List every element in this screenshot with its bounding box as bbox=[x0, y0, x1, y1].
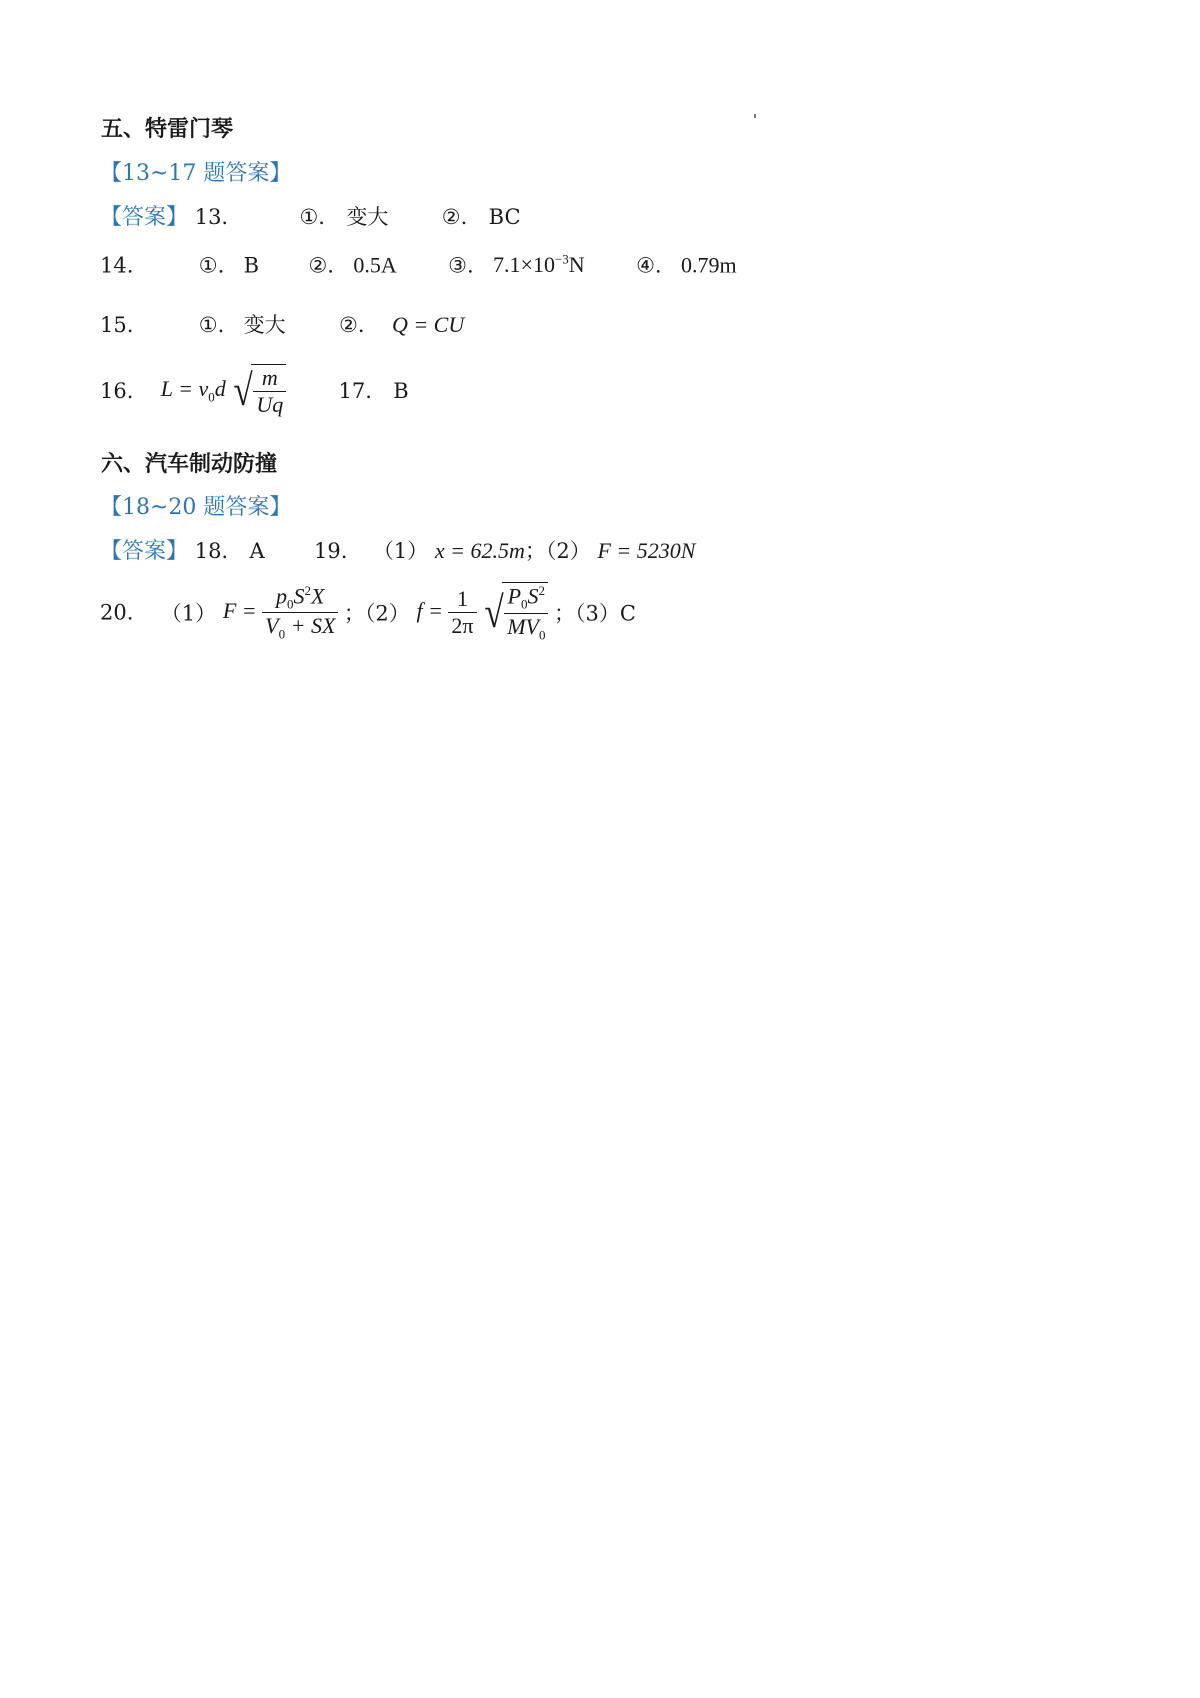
q18-19-row bbox=[100, 534, 695, 565]
q20-part1-formula: F = $\frac{p_0S^2X}{V_0 + SX}$ bbox=[223, 598, 344, 623]
q15-a1-mark: ①. bbox=[198, 313, 225, 337]
q14-a1: B bbox=[243, 253, 260, 278]
q13-row bbox=[100, 200, 521, 231]
section-5-heading: 五、特雷门琴 bbox=[101, 117, 234, 142]
q13-a1-mark: ①. bbox=[299, 205, 325, 229]
q14-a2: 0.5A bbox=[353, 252, 397, 278]
q20-separator-1: ； bbox=[343, 601, 365, 626]
q19-separator: ； bbox=[524, 539, 546, 563]
q14-a3-mark: ③. bbox=[448, 253, 474, 278]
q18-number: 18. bbox=[194, 539, 229, 563]
q15-a2: Q = CU bbox=[391, 312, 465, 337]
q13-a2-mark: ②. bbox=[441, 205, 468, 229]
q19-number: 19. bbox=[314, 539, 348, 563]
section-6-heading: 六、汽车制动防撞 bbox=[101, 452, 278, 477]
q14-a2-mark: ②. bbox=[308, 253, 334, 278]
q20-part2-formula: f = $\frac{1}{2\pi}$ √ $\frac{P_0S^2}{MV_0}$ bbox=[416, 598, 554, 623]
q16-number: 16. bbox=[100, 379, 134, 403]
answer-tag: 【答案】 bbox=[100, 539, 189, 564]
q15-row bbox=[100, 309, 464, 339]
q15-number: 15. bbox=[100, 313, 134, 337]
q15-a2-mark: ②. bbox=[339, 313, 365, 337]
q13-number: 13. bbox=[194, 205, 229, 229]
q15-a1: 变大 bbox=[243, 313, 286, 337]
q20-separator-2: ； bbox=[553, 601, 575, 626]
q17-answer: B bbox=[393, 379, 409, 403]
q19-part2-label: （2） bbox=[545, 539, 591, 563]
q19-part2-answer: F = 5230N bbox=[597, 538, 696, 563]
q19-part1-answer: x = 62.5m bbox=[434, 538, 525, 563]
q20-part3: （3）C bbox=[574, 601, 636, 626]
q14-a4-mark: ④. bbox=[636, 253, 662, 278]
q13-a1: 变大 bbox=[346, 205, 389, 229]
q20-row bbox=[100, 582, 636, 643]
q20-number: 20. bbox=[100, 600, 134, 625]
q13-a2: BC bbox=[488, 205, 521, 229]
q16-formula: $L = v_0d$ √ $\frac{m}{Uq}$ bbox=[161, 376, 292, 401]
q14-a1-mark: ①. bbox=[198, 253, 225, 278]
section-5-range-label: 【13~17 题答案】 bbox=[100, 161, 292, 186]
q19-part1-label: （1） bbox=[372, 539, 429, 563]
q16-row bbox=[100, 364, 409, 418]
q20-part2-label: （2） bbox=[364, 601, 410, 626]
q14-number: 14. bbox=[100, 253, 134, 278]
q14-row bbox=[100, 252, 737, 278]
q14-a3: $7.1\times 10^{-3}N$ bbox=[493, 252, 585, 278]
section-6-range-label: 【18~20 题答案】 bbox=[100, 495, 292, 520]
q17-number: 17. bbox=[338, 379, 372, 403]
q18-answer: A bbox=[249, 539, 265, 563]
answer-tag: 【答案】 bbox=[100, 205, 189, 230]
q14-a4: 0.79m bbox=[680, 252, 737, 278]
q20-part1-label: （1） bbox=[160, 601, 217, 626]
scan-mark bbox=[754, 114, 756, 118]
